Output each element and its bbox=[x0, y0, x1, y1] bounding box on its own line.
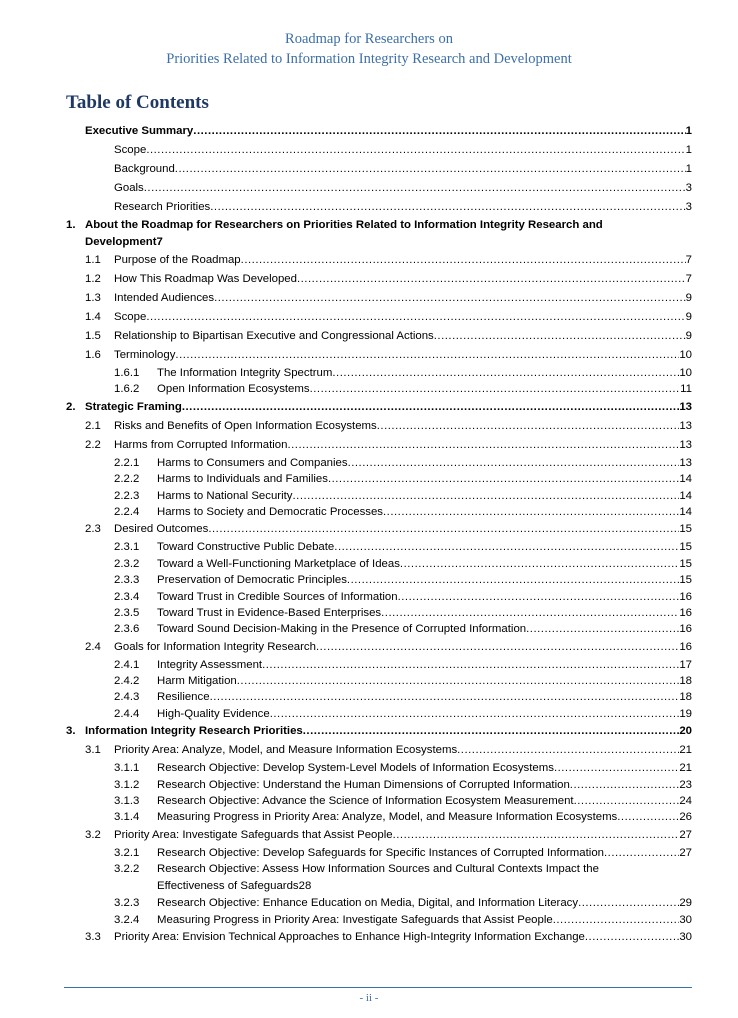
toc-entry[interactable] bbox=[66, 270, 692, 289]
toc-entry-label: Terminology bbox=[114, 349, 176, 361]
toc-entry-page: 3 bbox=[685, 182, 692, 194]
toc-entry-page: 9 bbox=[685, 330, 692, 342]
toc-entry[interactable] bbox=[66, 689, 692, 705]
dot-leader bbox=[175, 160, 686, 179]
dot-leader bbox=[210, 198, 685, 217]
toc-entry[interactable] bbox=[66, 638, 692, 657]
toc-entry-page: 28 bbox=[298, 880, 312, 893]
toc-entry-label: Risks and Benefits of Open Information Ecosystems bbox=[114, 419, 377, 432]
header-line-1: Roadmap for Researchers on bbox=[285, 31, 453, 47]
dot-leader bbox=[383, 504, 679, 520]
toc-entry-page: 1 bbox=[685, 125, 692, 137]
toc-entry[interactable] bbox=[66, 673, 692, 689]
dot-leader bbox=[182, 398, 679, 417]
toc-entry-label: Research Objective: Develop System-Level Models of Information Ecosystems bbox=[157, 762, 554, 775]
toc-entry[interactable] bbox=[66, 826, 692, 845]
toc-entry-label: Toward Trust in Evidence-Based Enterprises bbox=[157, 606, 382, 619]
toc-entry[interactable] bbox=[66, 251, 692, 270]
toc-entry-label-continued: Effectiveness of Safeguards bbox=[157, 880, 299, 893]
toc-entry[interactable] bbox=[66, 556, 692, 572]
toc-entry-page: 9 bbox=[685, 292, 692, 304]
toc-entry-label: Integrity Assessment bbox=[157, 658, 263, 671]
toc-entry-page: 15 bbox=[679, 541, 692, 554]
toc-entry[interactable] bbox=[66, 198, 692, 217]
toc-entry-page: 16 bbox=[679, 640, 692, 653]
toc-entry-number: 3. bbox=[66, 725, 76, 738]
toc-entry[interactable] bbox=[66, 809, 692, 825]
toc-entry-label: Toward Trust in Credible Sources of Information bbox=[157, 590, 398, 603]
toc-entry-page: 14 bbox=[679, 473, 692, 486]
dot-leader bbox=[193, 122, 685, 141]
toc-entry-label: Scope bbox=[114, 311, 147, 323]
toc-entry-page: 7 bbox=[156, 236, 163, 248]
dot-leader bbox=[434, 327, 686, 346]
toc-entry-label-continued: Development bbox=[85, 236, 157, 248]
toc-entry-label: Open Information Ecosystems bbox=[157, 383, 310, 396]
toc-entry-number: 3.2.1 bbox=[114, 846, 140, 859]
toc-entry-label: Executive Summary bbox=[85, 125, 194, 137]
toc-entry[interactable] bbox=[66, 289, 692, 308]
toc-entry-label: Harms from Corrupted Information bbox=[114, 438, 288, 451]
toc-entry-page: 30 bbox=[679, 930, 692, 943]
dot-leader bbox=[377, 417, 680, 436]
toc-entry-label: Goals bbox=[114, 182, 144, 194]
dot-leader bbox=[241, 251, 686, 270]
toc-entry-number: 3.3 bbox=[85, 930, 101, 943]
toc-entry[interactable] bbox=[66, 520, 692, 539]
toc-entry[interactable] bbox=[66, 760, 692, 776]
toc-entry[interactable] bbox=[66, 122, 692, 141]
toc-entry-label: Priority Area: Envision Technical Approaches to Enhance High-Integrity Information Exchange bbox=[114, 930, 585, 943]
toc-entry-number: 3.1.4 bbox=[114, 811, 140, 824]
dot-leader bbox=[270, 706, 680, 722]
toc-entry[interactable] bbox=[66, 365, 692, 381]
toc-entry-number: 2.4 bbox=[85, 640, 101, 653]
toc-entry-page: 7 bbox=[685, 273, 692, 285]
toc-entry-number: 1.1 bbox=[85, 254, 101, 266]
toc-entry[interactable] bbox=[66, 308, 692, 327]
toc-entry[interactable] bbox=[66, 621, 692, 637]
toc-entry-label: The Information Integrity Spectrum bbox=[157, 366, 333, 379]
toc-entry-number: 2.4.4 bbox=[114, 707, 140, 720]
dot-leader bbox=[210, 689, 680, 705]
toc-entry-number: 3.2.4 bbox=[114, 913, 140, 926]
toc-entry-label: Resilience bbox=[157, 691, 210, 704]
toc-entry-number: 1.6 bbox=[85, 349, 101, 361]
toc-entry[interactable] bbox=[66, 471, 692, 487]
toc-entry-page: 23 bbox=[679, 778, 692, 791]
toc-entry-label: Measuring Progress in Priority Area: Analyze, Model, and Measure Information Ecosystems bbox=[157, 811, 618, 824]
toc-entry[interactable] bbox=[66, 572, 692, 588]
toc-entry[interactable] bbox=[66, 160, 692, 179]
page-header bbox=[0, 29, 738, 69]
toc-entry-page: 26 bbox=[679, 811, 692, 824]
toc-entry-label: Intended Audiences bbox=[114, 292, 215, 304]
toc-entry-number: 3.1.1 bbox=[114, 762, 140, 775]
dot-leader bbox=[347, 572, 679, 588]
toc-entry[interactable] bbox=[66, 488, 692, 504]
toc-entry-number: 3.1.3 bbox=[114, 795, 140, 808]
dot-leader bbox=[310, 381, 681, 397]
toc-entry-label: Priority Area: Investigate Safeguards that Assist People bbox=[114, 828, 393, 841]
toc-entry-page: 24 bbox=[679, 795, 692, 808]
dot-leader bbox=[457, 741, 679, 760]
toc-entry[interactable] bbox=[66, 845, 692, 861]
toc-entry-number: 2.3.5 bbox=[114, 606, 140, 619]
toc-entry-number: 2.2.2 bbox=[114, 473, 140, 486]
toc-entry-page: 14 bbox=[679, 505, 692, 518]
header-line-2: Priorities Related to Information Integrity Research and Development bbox=[166, 51, 572, 67]
toc-entry-number: 2.2.3 bbox=[114, 489, 140, 502]
toc-entry-number: 2.2.4 bbox=[114, 505, 140, 518]
toc-entry[interactable] bbox=[66, 455, 692, 471]
toc-entry-number: 3.2 bbox=[85, 828, 101, 841]
toc-entry-page: 13 bbox=[679, 438, 692, 451]
toc-entry-number: 1. bbox=[66, 219, 76, 231]
toc-entry-page: 16 bbox=[679, 606, 692, 619]
toc-entry[interactable] bbox=[66, 346, 692, 365]
toc-entry-label: Research Objective: Assess How Information Sources and Cultural Contexts Impact the bbox=[157, 863, 599, 876]
toc-entry[interactable] bbox=[66, 706, 692, 722]
toc-entry[interactable] bbox=[66, 793, 692, 809]
toc-entry-label: Toward Constructive Public Debate bbox=[157, 541, 335, 554]
dot-leader bbox=[348, 455, 680, 471]
toc-entry-page: 18 bbox=[679, 691, 692, 704]
toc-entry-label: High-Quality Evidence bbox=[157, 707, 270, 720]
dot-leader bbox=[292, 488, 679, 504]
dot-leader bbox=[332, 365, 679, 381]
dot-leader bbox=[237, 673, 680, 689]
dot-leader bbox=[214, 289, 686, 308]
dot-leader bbox=[328, 471, 679, 487]
toc-entry-label: Relationship to Bipartisan Executive and Congressional Actions bbox=[114, 330, 434, 342]
dot-leader bbox=[146, 141, 685, 160]
toc-entry-page: 21 bbox=[679, 744, 692, 757]
dot-leader bbox=[604, 845, 679, 861]
toc-entry-number: 2.4.2 bbox=[114, 675, 140, 688]
toc-entry-page: 16 bbox=[679, 590, 692, 603]
toc-entry-label: Research Priorities bbox=[114, 201, 211, 213]
toc-entry-page: 13 bbox=[679, 400, 692, 413]
toc-entry-number: 2. bbox=[66, 400, 76, 413]
page-number: - ii - bbox=[359, 992, 379, 1004]
toc-entry-number: 2.3.1 bbox=[114, 541, 140, 554]
toc-entry-page: 29 bbox=[679, 897, 692, 910]
toc-entry-number: 1.3 bbox=[85, 292, 101, 304]
dot-leader bbox=[578, 895, 679, 911]
toc-entry-label: Goals for Information Integrity Research bbox=[114, 640, 316, 653]
toc-entry-label: Harms to National Security bbox=[157, 489, 293, 502]
toc-entry-number: 2.3.6 bbox=[114, 623, 140, 636]
toc-entry[interactable] bbox=[66, 398, 692, 417]
toc-entry-page: 30 bbox=[679, 913, 692, 926]
toc-entry-page: 17 bbox=[679, 658, 692, 671]
toc-entry[interactable] bbox=[66, 381, 692, 397]
toc-entry-number: 1.4 bbox=[85, 311, 101, 323]
toc-entry[interactable] bbox=[66, 539, 692, 555]
toc-entry-number: 1.5 bbox=[85, 330, 101, 342]
toc-entry-page: 13 bbox=[679, 456, 692, 469]
toc-entry[interactable] bbox=[66, 436, 692, 455]
dot-leader bbox=[262, 657, 679, 673]
toc-entry-number: 1.6.2 bbox=[114, 383, 140, 396]
toc-entry-page: 1 bbox=[685, 163, 692, 175]
toc-entry-number: 2.2.1 bbox=[114, 456, 140, 469]
dot-leader bbox=[316, 638, 679, 657]
dot-leader bbox=[303, 722, 680, 741]
toc-entry-page: 21 bbox=[679, 762, 692, 775]
toc-entry-label: Priority Area: Analyze, Model, and Measure Information Ecosystems bbox=[114, 744, 458, 757]
toc-entry-label: Background bbox=[114, 163, 175, 175]
toc-entry[interactable] bbox=[66, 327, 692, 346]
toc-entry[interactable] bbox=[66, 912, 692, 928]
toc-entry-page: 20 bbox=[679, 725, 692, 738]
toc-entry[interactable] bbox=[66, 741, 692, 760]
toc-entry-label: Information Integrity Research Priorities bbox=[85, 725, 303, 738]
table-of-contents bbox=[66, 122, 692, 947]
toc-entry-number: 3.2.3 bbox=[114, 897, 140, 910]
toc-entry-page: 10 bbox=[679, 366, 692, 379]
toc-entry-page: 1 bbox=[685, 144, 692, 156]
toc-entry-number: 2.3 bbox=[85, 523, 101, 536]
toc-entry-page: 18 bbox=[679, 675, 692, 688]
toc-entry[interactable] bbox=[66, 895, 692, 911]
toc-entry-number: 2.2 bbox=[85, 438, 101, 451]
toc-entry-label: Harms to Consumers and Companies bbox=[157, 456, 348, 469]
toc-entry-label: Strategic Framing bbox=[85, 400, 182, 413]
dot-leader bbox=[393, 826, 680, 845]
toc-entry[interactable] bbox=[66, 861, 692, 895]
toc-entry-page: 7 bbox=[685, 254, 692, 266]
toc-entry-number: 3.1 bbox=[85, 744, 101, 757]
toc-entry-label: How This Roadmap Was Developed bbox=[114, 273, 297, 285]
toc-entry-label: Measuring Progress in Priority Area: Investigate Safeguards that Assist People bbox=[157, 913, 553, 926]
dot-leader bbox=[574, 793, 680, 809]
toc-entry[interactable] bbox=[66, 217, 692, 251]
toc-entry-page: 15 bbox=[679, 557, 692, 570]
toc-entry[interactable] bbox=[66, 504, 692, 520]
toc-entry-page: 11 bbox=[680, 383, 692, 396]
dot-leader bbox=[297, 270, 686, 289]
toc-entry-number: 3.2.2 bbox=[114, 863, 140, 876]
dot-leader bbox=[554, 760, 679, 776]
dot-leader bbox=[553, 912, 680, 928]
toc-entry-page: 27 bbox=[679, 846, 692, 859]
toc-entry-label: Harms to Individuals and Families bbox=[157, 473, 328, 486]
dot-leader bbox=[381, 605, 679, 621]
toc-entry-page: 13 bbox=[679, 419, 692, 432]
toc-entry-page: 15 bbox=[679, 523, 692, 536]
toc-entry[interactable] bbox=[66, 589, 692, 605]
toc-entry-number: 2.3.2 bbox=[114, 557, 140, 570]
toc-entry[interactable] bbox=[66, 179, 692, 198]
toc-entry-page: 19 bbox=[679, 707, 692, 720]
toc-entry-page: 10 bbox=[679, 349, 692, 361]
toc-entry[interactable] bbox=[66, 657, 692, 673]
toc-entry-number: 2.4.1 bbox=[114, 658, 140, 671]
dot-leader bbox=[585, 928, 679, 947]
toc-entry-label: Research Objective: Develop Safeguards for Specific Instances of Corrupted Information bbox=[157, 846, 604, 859]
toc-entry-label: Research Objective: Enhance Education on Media, Digital, and Information Literacy bbox=[157, 897, 579, 910]
toc-entry-number: 3.1.2 bbox=[114, 778, 140, 791]
dot-leader bbox=[287, 436, 679, 455]
toc-entry-number: 1.6.1 bbox=[114, 366, 140, 379]
toc-entry-page: 14 bbox=[679, 489, 692, 502]
toc-entry[interactable] bbox=[66, 722, 692, 741]
toc-entry-label: Toward Sound Decision-Making in the Presence of Corrupted Information bbox=[157, 623, 527, 636]
dot-leader bbox=[617, 809, 679, 825]
dot-leader bbox=[400, 556, 679, 572]
toc-entry-number: 1.2 bbox=[85, 273, 101, 285]
toc-title: Table of Contents bbox=[66, 92, 209, 113]
toc-entry-label: Desired Outcomes bbox=[114, 523, 209, 536]
toc-entry-page: 15 bbox=[679, 574, 692, 587]
dot-leader bbox=[526, 621, 679, 637]
toc-entry-label: Scope bbox=[114, 144, 147, 156]
toc-entry-label: Harm Mitigation bbox=[157, 675, 237, 688]
toc-entry[interactable] bbox=[66, 417, 692, 436]
toc-entry-label: Preservation of Democratic Principles bbox=[157, 574, 347, 587]
toc-entry[interactable] bbox=[66, 141, 692, 160]
dot-leader bbox=[175, 346, 679, 365]
toc-entry[interactable] bbox=[66, 777, 692, 793]
footer-rule bbox=[64, 987, 692, 988]
toc-entry[interactable] bbox=[66, 928, 692, 947]
toc-entry-number: 2.3.3 bbox=[114, 574, 140, 587]
dot-leader bbox=[208, 520, 679, 539]
toc-entry-label: Purpose of the Roadmap bbox=[114, 254, 241, 266]
toc-entry-number: 2.3.4 bbox=[114, 590, 140, 603]
dot-leader bbox=[570, 777, 680, 793]
dot-leader bbox=[146, 308, 685, 327]
dot-leader bbox=[398, 589, 680, 605]
toc-entry-number: 2.1 bbox=[85, 419, 101, 432]
toc-entry-label: About the Roadmap for Researchers on Priorities Related to Information Integrity Research and bbox=[85, 219, 603, 231]
toc-entry-page: 9 bbox=[685, 311, 692, 323]
toc-entry-page: 16 bbox=[679, 623, 692, 636]
dot-leader bbox=[334, 539, 679, 555]
toc-entry-page: 27 bbox=[679, 828, 692, 841]
toc-entry-label: Research Objective: Advance the Science of Information Ecosystem Measurement bbox=[157, 795, 574, 808]
toc-entry-page: 3 bbox=[685, 201, 692, 213]
toc-entry-label: Toward a Well-Functioning Marketplace of Ideas bbox=[157, 557, 400, 570]
dot-leader bbox=[144, 179, 686, 198]
toc-entry[interactable] bbox=[66, 605, 692, 621]
toc-entry-number: 2.4.3 bbox=[114, 691, 140, 704]
toc-entry-label: Harms to Society and Democratic Processes bbox=[157, 505, 383, 518]
toc-entry-label: Research Objective: Understand the Human Dimensions of Corrupted Information bbox=[157, 778, 570, 791]
